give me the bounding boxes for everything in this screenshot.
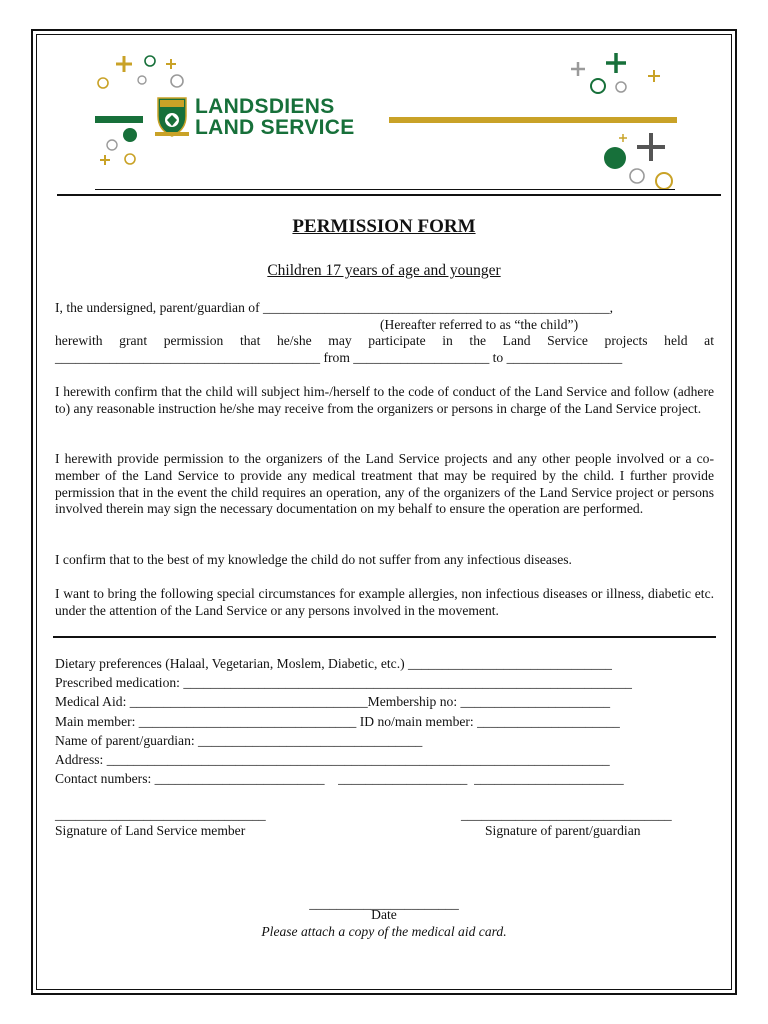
paragraph-circumstances: I want to bring the following special circumstances for example allergies, non infectious diseases or illness, diabetic etc. under the attention of the Land Service or any persons involved in the movement. bbox=[55, 586, 714, 618]
ring-icon bbox=[107, 140, 117, 150]
ring-icon bbox=[656, 173, 672, 189]
bar-gold bbox=[389, 117, 677, 123]
header-divider-thick bbox=[57, 194, 721, 196]
plus-icon bbox=[619, 134, 627, 142]
guardian-name-field[interactable]: Name of parent/guardian: _________________________________ bbox=[55, 733, 423, 748]
ring-icon bbox=[591, 79, 605, 93]
section-divider bbox=[53, 636, 716, 638]
medication-field[interactable]: Prescribed medication: __________________________________________________________________ bbox=[55, 675, 632, 690]
plus-icon bbox=[116, 56, 132, 72]
paragraph-conduct: I herewith confirm that the child will subject him-/herself to the code of conduct of the Land Service and follow (adhere to) any reasonable instruction he/she may receive from the organizers or persons in charge of the Land Service project. bbox=[55, 384, 714, 416]
signature-label-member: Signature of Land Service member bbox=[55, 823, 246, 838]
ring-icon bbox=[616, 82, 626, 92]
intro-line-permission: herewith grant permission that he/she may participate in the Land Service projects held at bbox=[55, 333, 714, 348]
dot-icon bbox=[123, 128, 137, 142]
shield-icon bbox=[155, 96, 189, 138]
ring-icon bbox=[98, 78, 108, 88]
paragraph-medical: I herewith provide permission to the organizers of the Land Service projects and any other people involved or a co-member of the Land Service to provide any medical treatment that may be required by the child. I further provide permission that in the event the child requires an operation, any of the organizers of the Land Service project or persons involved therein may sign the necessary documentation on my behalf to ensure the operation are performed. bbox=[55, 451, 714, 517]
ring-icon bbox=[630, 169, 644, 183]
header-decoration bbox=[0, 0, 768, 200]
brand-name-english: LAND SERVICE bbox=[195, 116, 355, 139]
signature-line-guardian[interactable]: _______________________________ bbox=[461, 807, 672, 822]
page-title: PERMISSION FORM bbox=[292, 216, 476, 237]
paragraph-infectious: I confirm that to the best of my knowledge the child do not suffer from any infectious diseases. bbox=[55, 552, 572, 567]
plus-icon bbox=[648, 70, 660, 82]
logo bbox=[155, 96, 375, 140]
signature-label-guardian: Signature of parent/guardian bbox=[485, 823, 641, 838]
main-member-field[interactable]: Main member: ________________________________ ID no/main member: _____________________ bbox=[55, 714, 620, 729]
page-subtitle: Children 17 years of age and younger bbox=[267, 262, 501, 279]
plus-icon bbox=[571, 62, 585, 76]
attachment-note: Please attach a copy of the medical aid card. bbox=[261, 924, 507, 939]
address-field[interactable]: Address: __________________________________________________________________________ bbox=[55, 752, 610, 767]
intro-line-guardian: I, the undersigned, parent/guardian of ___________________________________________________, bbox=[55, 300, 614, 315]
medical-aid-field[interactable]: Medical Aid: ___________________________________Membership no: ______________________ bbox=[55, 694, 611, 709]
dietary-field[interactable]: Dietary preferences (Halaal, Vegetarian, Moslem, Diabetic, etc.) ______________________________ bbox=[55, 656, 612, 671]
plus-icon bbox=[637, 133, 665, 161]
plus-icon bbox=[100, 155, 110, 165]
contact-numbers-field[interactable]: Contact numbers: _________________________ ___________________ ______________________ bbox=[55, 771, 624, 786]
date-line[interactable]: ______________________ bbox=[309, 896, 459, 911]
plus-icon bbox=[166, 59, 176, 69]
plus-icon bbox=[606, 53, 626, 73]
ring-icon bbox=[145, 56, 155, 66]
ring-icon bbox=[171, 75, 183, 87]
intro-line-dates: _______________________________________ from ____________________ to _________________ bbox=[55, 350, 623, 365]
dot-icon bbox=[604, 147, 626, 169]
intro-line-child-note: (Hereafter referred to as “the child”) bbox=[380, 317, 579, 332]
header-divider-thin bbox=[95, 189, 675, 190]
ring-icon bbox=[125, 154, 135, 164]
signature-line-member[interactable]: _______________________________ bbox=[55, 807, 266, 822]
ring-icon bbox=[138, 76, 146, 84]
bar-green bbox=[95, 116, 143, 123]
date-label: Date bbox=[371, 907, 397, 922]
brand-name-afrikaans: LANDSDIENS bbox=[195, 95, 335, 118]
